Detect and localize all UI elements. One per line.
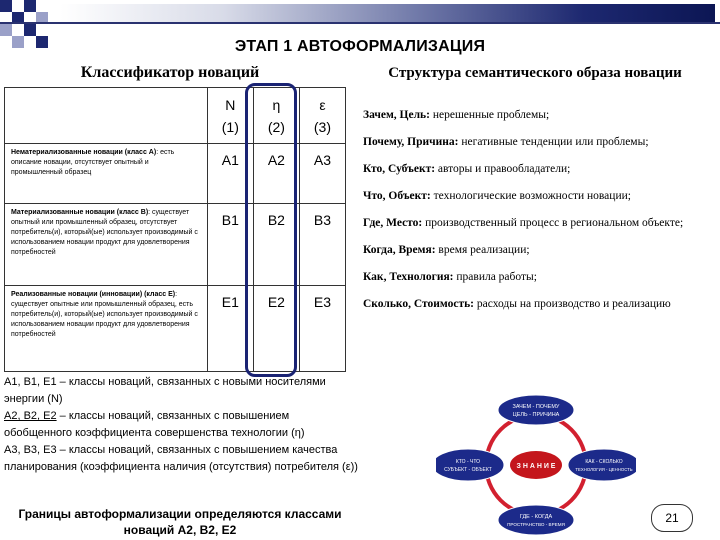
cell-a3: A3 [299, 144, 345, 204]
cell-e3: E3 [299, 286, 345, 372]
node-top-line1: ЗАЧЕМ - ПОЧЕМУ [512, 404, 560, 410]
cell-a1: A1 [207, 144, 253, 204]
legend-item: A3, B3, E3 – классы новаций, связанных с повышением качества планирования (коэффициента наличия (отсутствия) потребителя (ε)) [4, 444, 358, 473]
row-description: Материализованные новации (класс В): существует опытный или промышленный образец, отсутствует потребитель(и), который(ые) использует производимый с использованием новации продукт для удовлетворения потребностей [5, 204, 208, 286]
list-item: Когда, Время: время реализации; [363, 244, 530, 256]
list-item: Зачем, Цель: нерешенные проблемы; [363, 109, 550, 121]
slide-title: ЭТАП 1 АВТОФОРМАЛИЗАЦИЯ [234, 38, 486, 55]
node-left-line1: КТО - ЧТО [455, 459, 481, 465]
cell-e2: E2 [253, 286, 299, 372]
cell-b1: B1 [207, 204, 253, 286]
node-top [498, 395, 574, 425]
node-right [568, 449, 636, 481]
cell-b2: B2 [253, 204, 299, 286]
node-right-line1: КАК - СКОЛЬКО [585, 459, 623, 465]
legend-item: A2, B2, E2 – классы новаций, связанных с повышением обобщенного коэффициента совершенства технологии (η) [4, 410, 305, 439]
node-bottom-line2: ПРОСТРАНСТВО - ВРЕМЯ [507, 522, 565, 527]
column-2-highlight [245, 83, 297, 377]
structure-heading: Структура семантического образа новации [388, 65, 682, 81]
legend-item: A1, B1, E1 – классы новаций, связанных с новыми носителями энергии (N) [4, 376, 326, 405]
knowledge-diagram [436, 388, 636, 538]
list-item: Где, Место: производственный процесс в региональном объекте; [363, 217, 684, 229]
class-legend [4, 374, 359, 476]
list-item: Что, Объект: технологические возможности новации; [363, 190, 631, 202]
column-header-epsilon: ε (3) [299, 88, 345, 144]
header-divider [0, 22, 720, 24]
classifier-heading: Классификатор новаций [80, 64, 260, 81]
node-right-line2: ТЕХНОЛОГИЯ - ЦЕННОСТЬ [575, 467, 633, 472]
list-item: Как, Технология: правила работы; [363, 271, 537, 283]
node-left [436, 449, 504, 481]
table-corner-cell [5, 88, 208, 144]
cell-a2: A2 [253, 144, 299, 204]
row-description: Нематериализованные новации (класс А): есть описание новации, отсутствует опытный и промышленный образец [5, 144, 208, 204]
column-header-eta: η (2) [253, 88, 299, 144]
list-item: Сколько, Стоимость: расходы на производство и реализацию [363, 298, 671, 310]
column-header-n: N (1) [207, 88, 253, 144]
node-bottom-line1: ГДЕ - КОГДА [519, 514, 553, 520]
list-item: Кто, Субъект: авторы и правообладатели; [363, 163, 571, 175]
cell-b3: B3 [299, 204, 345, 286]
header-gradient-bar [60, 4, 715, 22]
node-left-line2: СУБЪЕКТ - ОБЪЕКТ [444, 467, 492, 473]
list-item: Почему, Причина: негативные тенденции или проблемы; [363, 136, 649, 148]
row-description: Реализованные новации (инновации) (класс Е): существует опытные или промышленный образец, есть потребитель(и), который(ые) использует производимый с использованием новации продукт для удовлетворения потребностей [5, 286, 208, 372]
autoformalization-note: Границы автоформализации определяются классами новаций A2, B2, E2 [18, 507, 342, 537]
node-bottom [498, 505, 574, 535]
semantic-structure-list [363, 108, 712, 324]
node-top-line2: ЦЕЛЬ - ПРИЧИНА [512, 412, 560, 418]
page-number: 21 [651, 504, 693, 532]
cell-e1: E1 [207, 286, 253, 372]
node-center-label: З Н А Н И Е [516, 463, 556, 470]
